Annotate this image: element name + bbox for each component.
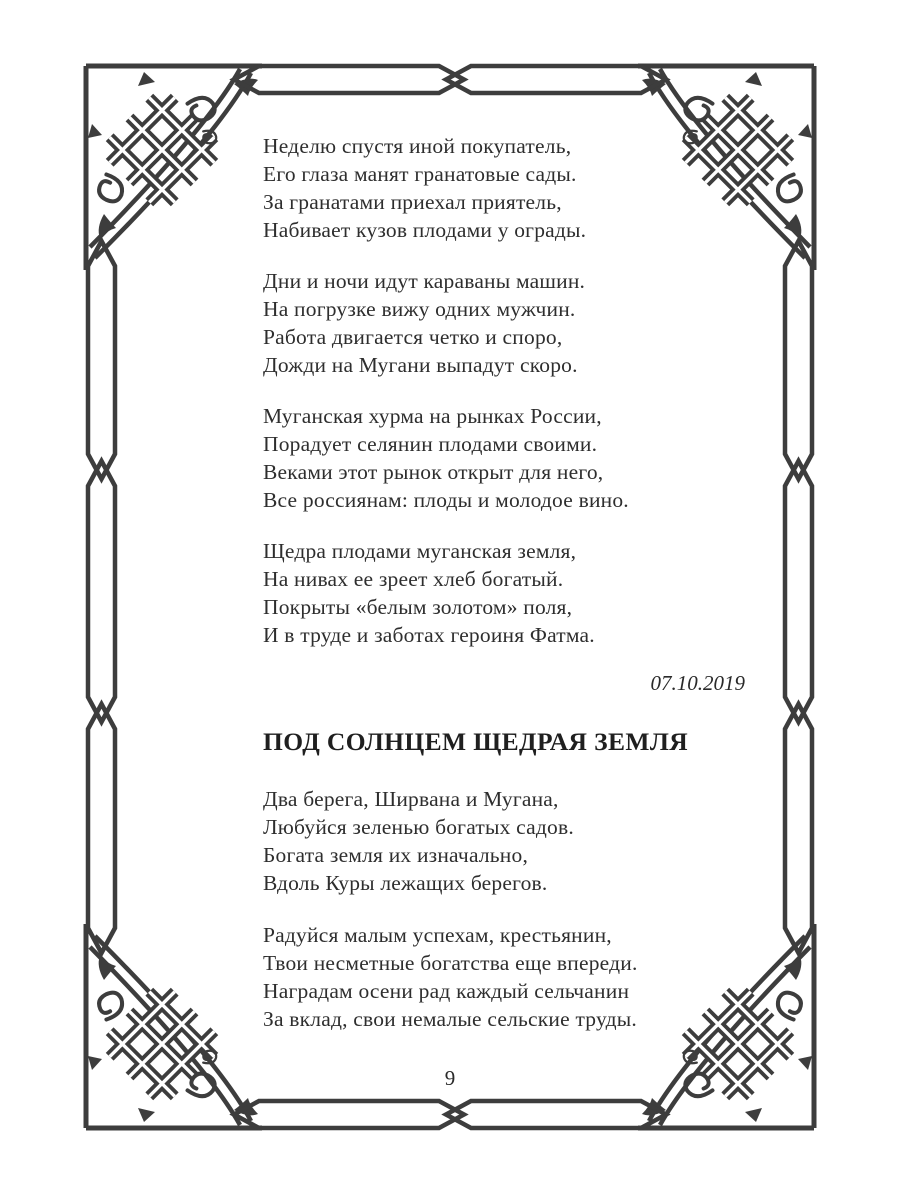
poem-line: Вдоль Куры лежащих берегов. xyxy=(263,871,548,895)
poem-line: Два берега, Ширвана и Мугана, xyxy=(263,787,559,811)
stanza xyxy=(263,785,783,897)
poem-line: Его глаза манят гранатовые сады. xyxy=(263,162,577,186)
stanza xyxy=(263,132,783,244)
page-number: 9 xyxy=(444,1066,456,1090)
poem-line: Муганская хурма на рынках России, xyxy=(263,404,602,428)
poem-line: Все россиянам: плоды и молодое вино. xyxy=(263,488,629,512)
poem-line: Любуйся зеленью богатых садов. xyxy=(263,815,574,839)
poem-line: Твои несметные богатства еще впереди. xyxy=(263,951,638,975)
stanza xyxy=(263,921,783,1033)
poem-line: Наградам осени рад каждый сельчанин xyxy=(263,979,630,1003)
poem-line: Дожди на Мугани выпадут скоро. xyxy=(263,353,578,377)
poem-line: За вклад, свои немалые сельские труды. xyxy=(263,1007,637,1031)
stanza xyxy=(263,537,783,649)
poem-line: На нивах ее зреет хлеб богатый. xyxy=(263,567,564,591)
poem-line: Работа двигается четко и споро, xyxy=(263,325,563,349)
poem-line: Набивает кузов плодами у ограды. xyxy=(263,218,587,242)
poem-title: ПОД СОЛНЦЕМ ЩЕДРАЯ ЗЕМЛЯ xyxy=(263,727,689,756)
poem-line: Веками этот рынок открыт для него, xyxy=(263,460,604,484)
poem-line: Покрыты «белым золотом» поля, xyxy=(263,595,573,619)
poem-line: Радуйся малым успехам, крестьянин, xyxy=(263,923,612,947)
stanza xyxy=(263,402,783,514)
poem-line: Дни и ночи идут караваны машин. xyxy=(263,269,586,293)
poem-line: Порадует селянин плодами своими. xyxy=(263,432,598,456)
poem-line: Щедра плодами муганская земля, xyxy=(263,539,577,563)
poem-line: Неделю спустя иной покупатель, xyxy=(263,134,572,158)
poem-line: За гранатами приехал приятель, xyxy=(263,190,562,214)
poem-line: И в труде и заботах героиня Фатма. xyxy=(263,623,595,647)
poem-date: 07.10.2019 xyxy=(650,671,745,695)
stanza xyxy=(263,267,783,379)
poem-line: Богата земля их изначально, xyxy=(263,843,529,867)
poem-line: На погрузке вижу одних мужчин. xyxy=(263,297,576,321)
